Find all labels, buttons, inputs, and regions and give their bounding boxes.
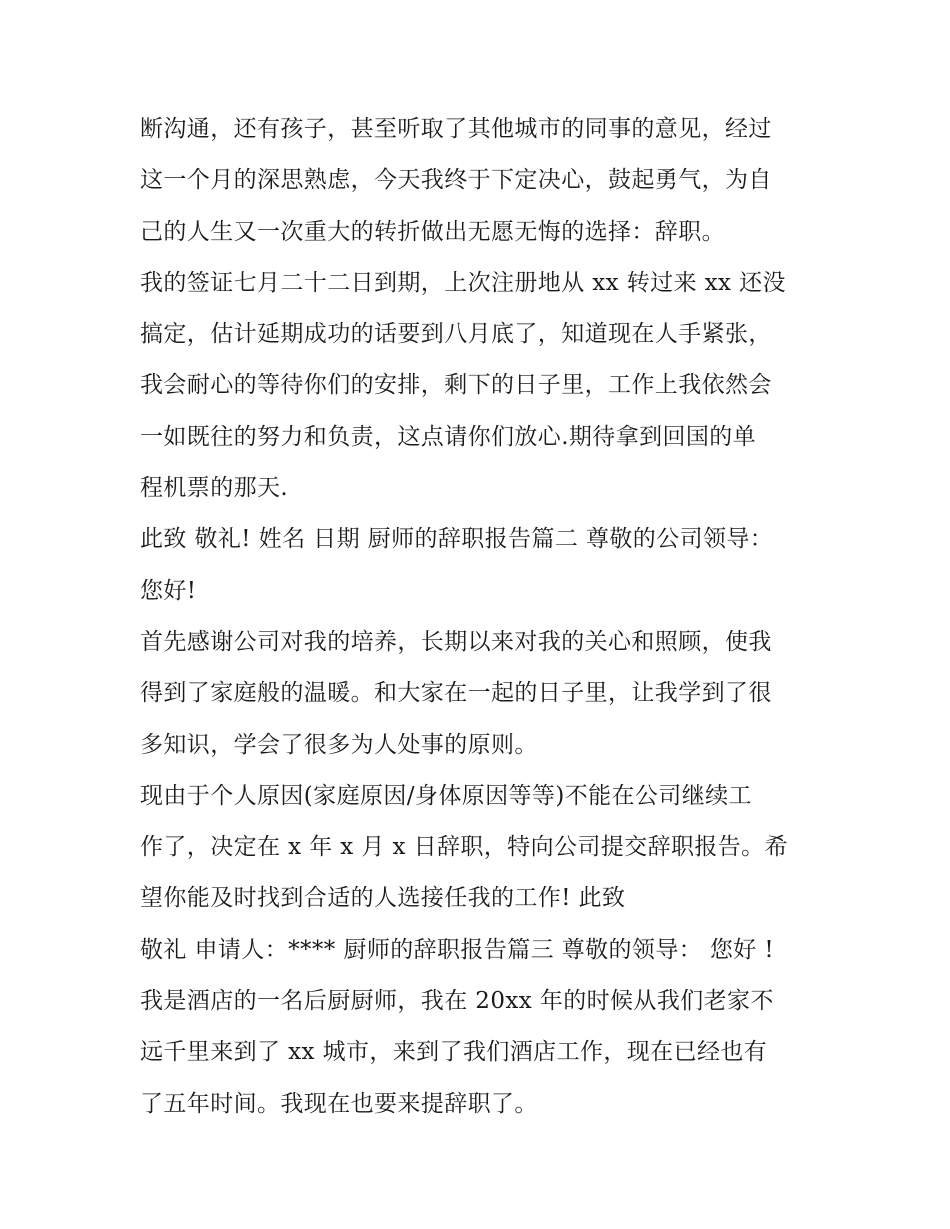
text-line: 己的人生又一次重大的转折做出无愿无悔的选择：辞职。 [140,218,725,245]
text-line: 一如既往的努力和负责，这点请你们放心.期待拿到回国的单 [140,423,757,450]
text-line: 我会耐心的等待你们的安排，剩下的日子里，工作上我依然会 [140,372,772,399]
text-line: 搞定，估计延期成功的话要到八月底了，知道现在人手紧张， [140,321,772,348]
text-line: 敬礼 申请人：**** 厨师的辞职报告篇三 尊敬的领导： 您好 ! [140,936,774,963]
text-line: 多知识，学会了很多为人处事的原则。 [140,731,538,758]
text-line: 望你能及时找到合适的人选接任我的工作! 此致 [140,885,626,912]
text-line: 现由于个人原因(家庭原因/身体原因等等)不能在公司继续工 [140,782,752,809]
text-line: 您好! [140,577,197,604]
text-line: 我的签证七月二十二日到期，上次注册地从 xx 转过来 xx 还没 [140,269,786,296]
text-line: 远千里来到了 xx 城市，来到了我们酒店工作，现在已经也有 [140,1039,768,1066]
text-line: 我是酒店的一名后厨厨师，我在 20xx 年的时候从我们老家不 [140,988,774,1015]
text-line: 作了，决定在 x 年 x 月 x 日辞职，特向公司提交辞职报告。希 [140,834,788,861]
text-line: 了五年时间。我现在也要来提辞职了。 [140,1090,538,1117]
text-line: 此致 敬礼! 姓名 日期 厨师的辞职报告篇二 尊敬的公司领导： [140,526,774,553]
text-line: 程机票的那天. [140,475,289,502]
text-line: 这一个月的深思熟虑，今天我终于下定决心，鼓起勇气，为自 [140,167,772,194]
text-line: 断沟通，还有孩子，甚至听取了其他城市的同事的意见，经过 [140,116,772,142]
document-body [140,104,830,1130]
text-line: 首先感谢公司对我的培养，长期以来对我的关心和照顾，使我 [140,628,772,655]
text-line: 得到了家庭般的温暖。和大家在一起的日子里，让我学到了很 [140,680,772,707]
